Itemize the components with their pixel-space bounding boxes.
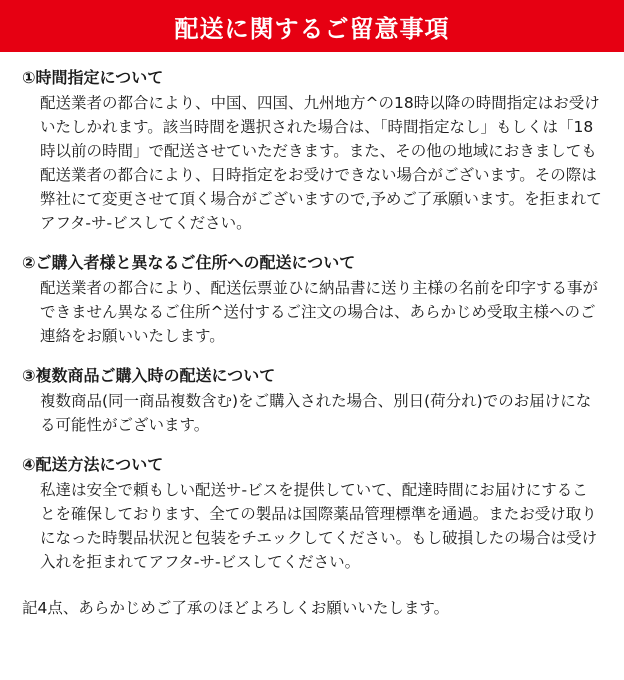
section-title: ①時間指定について — [22, 68, 164, 87]
section-different-address — [22, 251, 602, 348]
section-body: 私達は安全で頼もしい配送サ-ビスを提供していて、配達時間にお届けにすることを確保しております、全ての製品は国際薬品管理標準を通過。またお受け取りになった時製品状況と包装をチエックしてください。もし破損したの場合は受け入れを拒まれてアフタ-サ-ビスしてください。 — [40, 481, 598, 571]
content — [0, 52, 624, 620]
header-title: 配送に関するご留意事項 — [174, 14, 450, 43]
header-banner — [0, 0, 624, 52]
section-time-designation — [22, 66, 602, 235]
section-body: 配送業者の都合により、中国、四国、九州地方^の18時以降の時間指定はお受けいたしかれます。該当時間を選択された場合は、「時間指定なし」もしくは「18時以前の時間」で配送させていただきます。また、その他の地域におきましても配送業者の都合により、日時指定をお受けできない場合がございます。その際は弊社にて変更させて頂く場合がございますので,予めご了承願います。を拒まれてアフタ-サ-ビスしてください。 — [40, 94, 602, 232]
section-body: 配送業者の都合により、配送伝票並ひに納品書に送り主様の名前を印字する事ができません異なるご住所^送付するご注文の場合は、あらかじめ受取主様へのご連絡をお願いいたします。 — [40, 279, 599, 345]
section-title: ②ご購入者様と異なるご住所への配送について — [22, 253, 356, 272]
section-title: ③複数商品ご購入時の配送について — [22, 366, 276, 385]
footer-note: 記4点、あらかじめご了承のほどよろしくお願いいたします。 — [22, 599, 450, 617]
section-body: 複数商品(同一商品複数含む)をご購入された場合、別日(荷分れ)でのお届けになる可能性がございます。 — [40, 392, 592, 434]
section-multiple-items — [22, 364, 602, 437]
section-delivery-method — [22, 453, 602, 574]
section-title: ④配送方法について — [22, 455, 164, 474]
